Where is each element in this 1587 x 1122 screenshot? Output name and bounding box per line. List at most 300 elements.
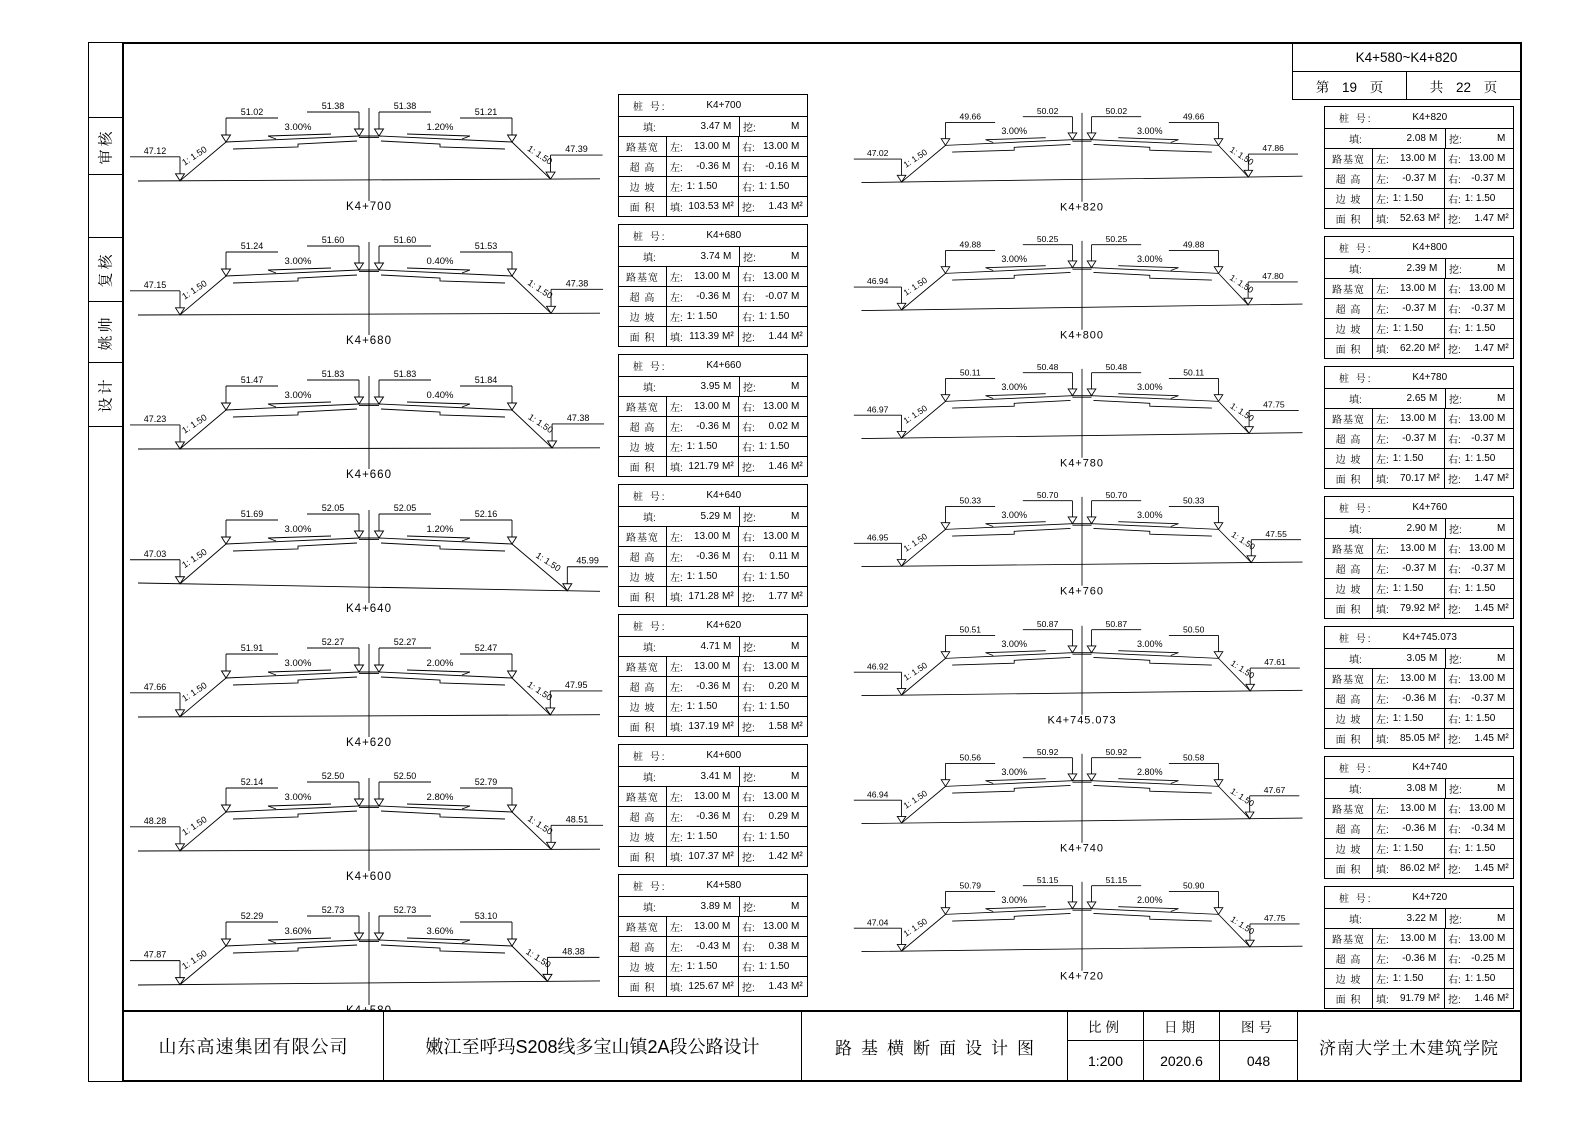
unit-m: M [791,251,800,262]
cut-label: 挖: [1449,915,1462,926]
row-superelevation [1325,558,1513,578]
elevation-callout [226,520,278,537]
cell-value: 1.43 [768,981,788,992]
row-header [1325,169,1373,188]
cell-value: 13.00 [1468,933,1494,944]
cell-label: 右: [1448,285,1461,296]
cell-unit: M [722,551,731,562]
cell-value: -0.43 [696,941,719,952]
row-side-slope [1325,838,1513,858]
right-cell [1445,539,1513,558]
cell-value: 1: 1.50 [1392,973,1424,984]
elevation-label: 52.27 [393,637,417,647]
section-data-table [1324,496,1514,619]
cell-label: 右: [742,923,755,934]
elevation-label: 51.38 [321,101,345,111]
elevation-callout [1023,886,1073,902]
slope-ratio-label: 1: 1.50 [901,915,929,939]
elevation-label: 52.14 [240,777,264,787]
row-area [1325,598,1513,618]
table-row-station [1325,757,1513,778]
cell-unit: M [1497,543,1506,554]
ground-elevation-label: 47.66 [143,681,167,692]
station-value: K4+700 [706,100,742,111]
fill-label: 填: [643,253,656,264]
cell-label: 右: [742,273,755,284]
elevation-callout [945,891,995,907]
cell-label: 左: [670,703,683,714]
cell-value: 13.00 [693,921,719,932]
cut-depth-cell [740,767,807,786]
cell-unit: M [1497,283,1506,294]
slope-ratio-label: 1: 1.50 [524,946,553,970]
cut-label: 挖: [743,773,756,784]
cell-label: 右: [742,683,755,694]
cell-unit: M [1428,953,1437,964]
row-side-slope [619,306,807,326]
strip-cell-empty-3 [88,427,122,1082]
section-data-table [618,484,808,607]
cell-label: 右: [742,313,755,324]
slope-ratio-label: 1: 1.50 [901,531,929,555]
row-header-text: 面 积 [629,463,656,474]
left-cell [1373,859,1445,878]
row-width [619,656,807,676]
cell-unit: M [1428,283,1437,294]
fill-depth-value: 5.29 [700,511,720,522]
unit-m: M [1497,653,1506,664]
row-header-text: 超 高 [629,163,656,174]
cut-depth-cell [1446,649,1513,668]
right-cell [739,807,807,826]
cell-label: 左: [670,143,683,154]
cell-label: 左: [670,273,683,284]
cell-label: 左: [1376,825,1389,836]
right-cell [739,697,807,716]
elevation-callout [460,386,512,403]
cross-section-drawing [850,731,1314,854]
cell-label: 填: [1376,995,1389,1006]
elevation-callout [567,567,608,584]
station-label: K4+620 [346,737,392,749]
left-cell [667,527,739,546]
elevation-callout [379,380,431,397]
elevation-label: 52.73 [321,905,345,915]
cell-unit: M [1428,673,1437,684]
row-header [1325,429,1373,448]
cut-label: 挖: [743,903,756,914]
cut-depth-cell [1446,519,1513,538]
ground-elevation-label: 47.23 [143,413,167,424]
elevation-label: 50.70 [1036,490,1059,501]
fill-label: 填: [643,513,656,524]
elevation-callout [550,691,602,708]
cell-unit: M [791,421,800,432]
row-header-text: 路基宽 [626,663,659,674]
elevation-callout [1248,154,1298,170]
cell-label: 挖: [1448,605,1461,616]
cell-value: -0.36 [696,421,719,432]
cell-label: 右: [1448,695,1461,706]
row-superelevation [1325,818,1513,838]
elevation-callout [1250,796,1300,812]
slope-percent-label: 3.00% [284,122,312,133]
station-value: K4+780 [1412,372,1448,383]
row-header-text: 超 高 [1335,955,1362,966]
institute-name: 济南大学土木建筑学院 [1319,1038,1499,1058]
slope-ratio-label: 1: 1.50 [1228,657,1257,681]
elevation-callout [307,782,359,799]
elevation-callout [1169,122,1219,138]
cell-label: 右: [742,293,755,304]
fill-depth-value: 3.47 [700,121,720,132]
row-header [1325,579,1373,598]
cross-section-drawing [850,603,1314,726]
row-superelevation [1325,428,1513,448]
elevation-callout [945,635,995,651]
elevation-callout [130,157,180,174]
cell-value: -0.37 [1402,173,1425,184]
row-header [1325,339,1373,358]
right-cell [739,657,807,676]
left-cell [667,807,739,826]
elevation-callout [854,287,902,303]
row-side-slope [1325,708,1513,728]
station-label: K4+760 [1060,585,1104,598]
unit-m: M [723,251,732,262]
row-area [619,196,807,216]
cut-label: 挖: [743,383,756,394]
cell-label: 挖: [1448,735,1461,746]
fill-depth-value: 2.65 [1406,393,1426,404]
station-label-text: 桩 号: [633,492,667,503]
table-row-depth [619,896,807,916]
right-cell [1445,279,1513,298]
elevation-callout [307,246,359,263]
cell-value: 1: 1.50 [1392,323,1424,334]
slope-percent-label: 3.00% [1001,766,1028,777]
left-cell [1373,469,1445,488]
cell-value: -0.25 [1471,953,1494,964]
row-width [619,786,807,806]
station-label: K4+680 [346,335,392,347]
ground-elevation-label: 48.51 [565,814,589,825]
slope-ratio-label: 1: 1.50 [901,659,929,683]
row-area [1325,728,1513,748]
row-width [619,396,807,416]
elevation-label: 52.29 [240,911,264,921]
table-row-station [619,745,807,766]
fill-depth-value: 3.22 [1406,913,1426,924]
fill-depth-value: 3.95 [700,381,720,392]
station-label-text: 桩 号: [1339,894,1373,905]
cell-unit: M² [791,331,803,342]
right-cell [1445,799,1513,818]
row-header [1325,709,1373,728]
cell-unit: M [722,421,731,432]
row-width [619,526,807,546]
row-side-slope [619,956,807,976]
cell-value: 1: 1.50 [758,961,790,972]
row-header-text: 面 积 [629,983,656,994]
row-header [619,157,667,176]
table-row-depth [619,766,807,786]
left-cell [667,827,739,846]
right-cell [1445,859,1513,878]
slope-ratio-label: 1: 1.50 [180,948,209,972]
cell-label: 左: [1376,285,1389,296]
right-cell [1445,989,1513,1008]
scale-value: 1:200 [1087,1052,1124,1069]
right-cell [1445,319,1513,338]
row-header [1325,319,1373,338]
slope-ratio-label: 1: 1.50 [1228,144,1256,168]
cross-section-block [850,218,1316,346]
elevation-label: 51.91 [240,643,264,653]
unit-m: M [723,121,732,132]
elevation-label: 51.83 [393,369,417,379]
cell-label: 填: [670,593,683,604]
cell-label: 右: [1448,935,1461,946]
unit-m: M [1497,913,1506,924]
cell-unit: M² [1497,343,1509,354]
row-header [619,847,667,866]
cell-value: 13.00 [1399,933,1425,944]
cell-value: 125.67 [688,981,719,992]
row-header [1325,209,1373,228]
station-label-text: 桩 号: [633,622,667,633]
cut-label: 挖: [1449,135,1462,146]
row-area [1325,208,1513,228]
row-header [1325,989,1373,1008]
cell-unit: M [1497,433,1506,444]
left-cell [667,137,739,156]
row-area [619,326,807,346]
table-row-station [1325,887,1513,908]
slope-percent-label: 2.00% [1136,894,1163,905]
cell-label: 左: [1376,435,1389,446]
cell-unit: M [1497,823,1506,834]
elevation-callout [130,961,180,978]
slope-ratio-label: 1: 1.50 [180,412,209,436]
cell-value: 137.19 [688,721,719,732]
cell-value: 1.46 [1474,993,1494,1004]
cell-unit: M [1428,303,1437,314]
ground-elevation-label: 47.75 [1264,912,1286,923]
row-header [619,787,667,806]
row-header-text: 边 坡 [1335,975,1362,986]
fill-label: 填: [643,903,656,914]
table-row-station [1325,107,1513,128]
cell-label: 右: [1448,565,1461,576]
row-header-text: 边 坡 [1335,325,1362,336]
right-cell [1445,969,1513,988]
fill-label: 填: [1349,525,1362,536]
unit-m: M [1497,523,1506,534]
cross-section-drawing [126,888,612,1017]
row-width [619,916,807,936]
ground-elevation-label: 46.97 [866,404,889,415]
cell-unit: M [791,941,800,952]
cell-label: 右: [1448,845,1461,856]
row-superelevation [619,806,807,826]
table-row-depth [619,506,807,526]
cell-value: -0.36 [1402,953,1425,964]
cell-label: 左: [1376,415,1389,426]
cell-label: 右: [1448,585,1461,596]
cell-value: -0.37 [1402,563,1425,574]
ground-elevation-label: 47.39 [565,144,588,155]
elevation-callout [1023,373,1073,389]
cell-value: 107.37 [688,851,719,862]
elevation-callout [130,425,180,442]
cell-label: 右: [1448,545,1461,556]
strip-cell-empty-1 [88,42,122,118]
cut-depth-cell [740,377,807,396]
cell-label: 左: [670,553,683,564]
elevation-callout [379,648,431,665]
elevation-label: 50.51 [959,624,982,635]
cell-unit: M [722,161,731,172]
cell-value: 121.79 [688,461,719,472]
section-data-table [618,614,808,737]
row-superelevation [619,936,807,956]
cross-section-drawing [850,346,1314,469]
station-value: K4+745.073 [1402,632,1457,643]
row-area [619,976,807,996]
cross-section-drawing [850,859,1314,982]
cell-value: -0.36 [1402,823,1425,834]
row-header [1325,469,1373,488]
right-cell [739,917,807,936]
cell-label: 左: [1376,155,1389,166]
row-header [619,657,667,676]
unit-m: M [723,771,732,782]
cell-label: 左: [670,163,683,174]
cut-depth-cell [1446,909,1513,928]
fill-label: 填: [1349,135,1362,146]
row-width [1325,278,1513,298]
ground-elevation-label: 48.28 [143,815,167,826]
left-cell [1373,319,1445,338]
table-row-station [1325,627,1513,648]
cell-label: 右: [742,833,755,844]
row-header [1325,149,1373,168]
slope-ratio-label: 1: 1.50 [525,143,555,167]
cell-unit: M² [791,461,803,472]
designer-label: 设计 [97,376,115,413]
elevation-callout [1092,373,1142,389]
fill-depth-value: 2.90 [1406,523,1426,534]
right-cell [1445,579,1513,598]
elevation-callout [1250,668,1300,684]
ground-elevation-label: 47.86 [1262,143,1284,154]
cell-label: 右: [1448,805,1461,816]
cut-depth-cell [740,897,807,916]
unit-m: M [791,901,800,912]
row-side-slope [1325,578,1513,598]
cell-value: 13.00 [1468,673,1494,684]
station-label-text: 桩 号: [633,362,667,373]
elevation-callout [226,922,278,939]
slope-percent-label: 0.40% [426,256,454,267]
elevation-callout [1023,245,1073,261]
row-header-text: 面 积 [1335,605,1362,616]
table-row-station [619,875,807,896]
cell-unit: M [791,551,800,562]
station-label: K4+745.073 [1047,713,1117,726]
cell-value: 13.00 [693,271,719,282]
fill-depth-cell [619,247,740,266]
cell-label: 左: [670,923,683,934]
cell-value: 1: 1.50 [686,961,718,972]
right-cell [1445,409,1513,428]
row-header-text: 超 高 [1335,695,1362,706]
cross-sections-right-column [850,90,1316,987]
sheet-header [1292,44,1520,100]
elevation-callout [854,544,902,560]
section-data-table [1324,236,1514,359]
elevation-callout [1023,629,1073,645]
cell-label: 填: [670,723,683,734]
fill-label: 填: [1349,265,1362,276]
cell-unit: M [791,921,800,932]
fill-depth-value: 3.08 [1406,783,1426,794]
cell-label: 右: [742,423,755,434]
fill-depth-cell [1325,389,1446,408]
elevation-callout [460,252,512,269]
elevation-label: 50.33 [1182,496,1205,507]
cell-label: 挖: [742,853,755,864]
cell-value: 0.29 [768,811,788,822]
row-header [1325,799,1373,818]
section-data-table [1324,886,1514,1009]
row-superelevation [1325,298,1513,318]
cell-value: 13.00 [693,141,719,152]
unit-m: M [723,511,732,522]
elevation-label: 49.66 [959,111,982,122]
station-value: K4+580 [706,880,742,891]
row-header-text: 超 高 [1335,565,1362,576]
right-cell [1445,189,1513,208]
left-cell [1373,709,1445,728]
cell-label: 右: [1448,975,1461,986]
slope-percent-label: 3.00% [1001,382,1028,393]
slope-percent-label: 3.00% [1001,510,1028,521]
left-cell [1373,839,1445,858]
cell-unit: M [1428,693,1437,704]
elevation-label: 50.02 [1105,105,1128,116]
elevation-callout [1092,758,1142,774]
cell-value: 1.77 [768,591,788,602]
row-header [619,527,667,546]
cell-unit: M [791,291,800,302]
right-cell [739,847,807,866]
row-side-slope [619,696,807,716]
cell-unit: M [722,291,731,302]
station-value: K4+820 [1412,112,1448,123]
cross-section-drawing [850,474,1314,597]
elevation-callout [1169,379,1219,395]
cell-label: 右: [742,163,755,174]
cell-value: 1: 1.50 [1392,843,1424,854]
cell-label: 右: [1448,415,1461,426]
row-header-text: 超 高 [629,943,656,954]
cell-unit: M [1497,953,1506,964]
cell-label: 左: [1376,195,1389,206]
slope-percent-label: 1.20% [426,524,454,535]
row-header [619,917,667,936]
